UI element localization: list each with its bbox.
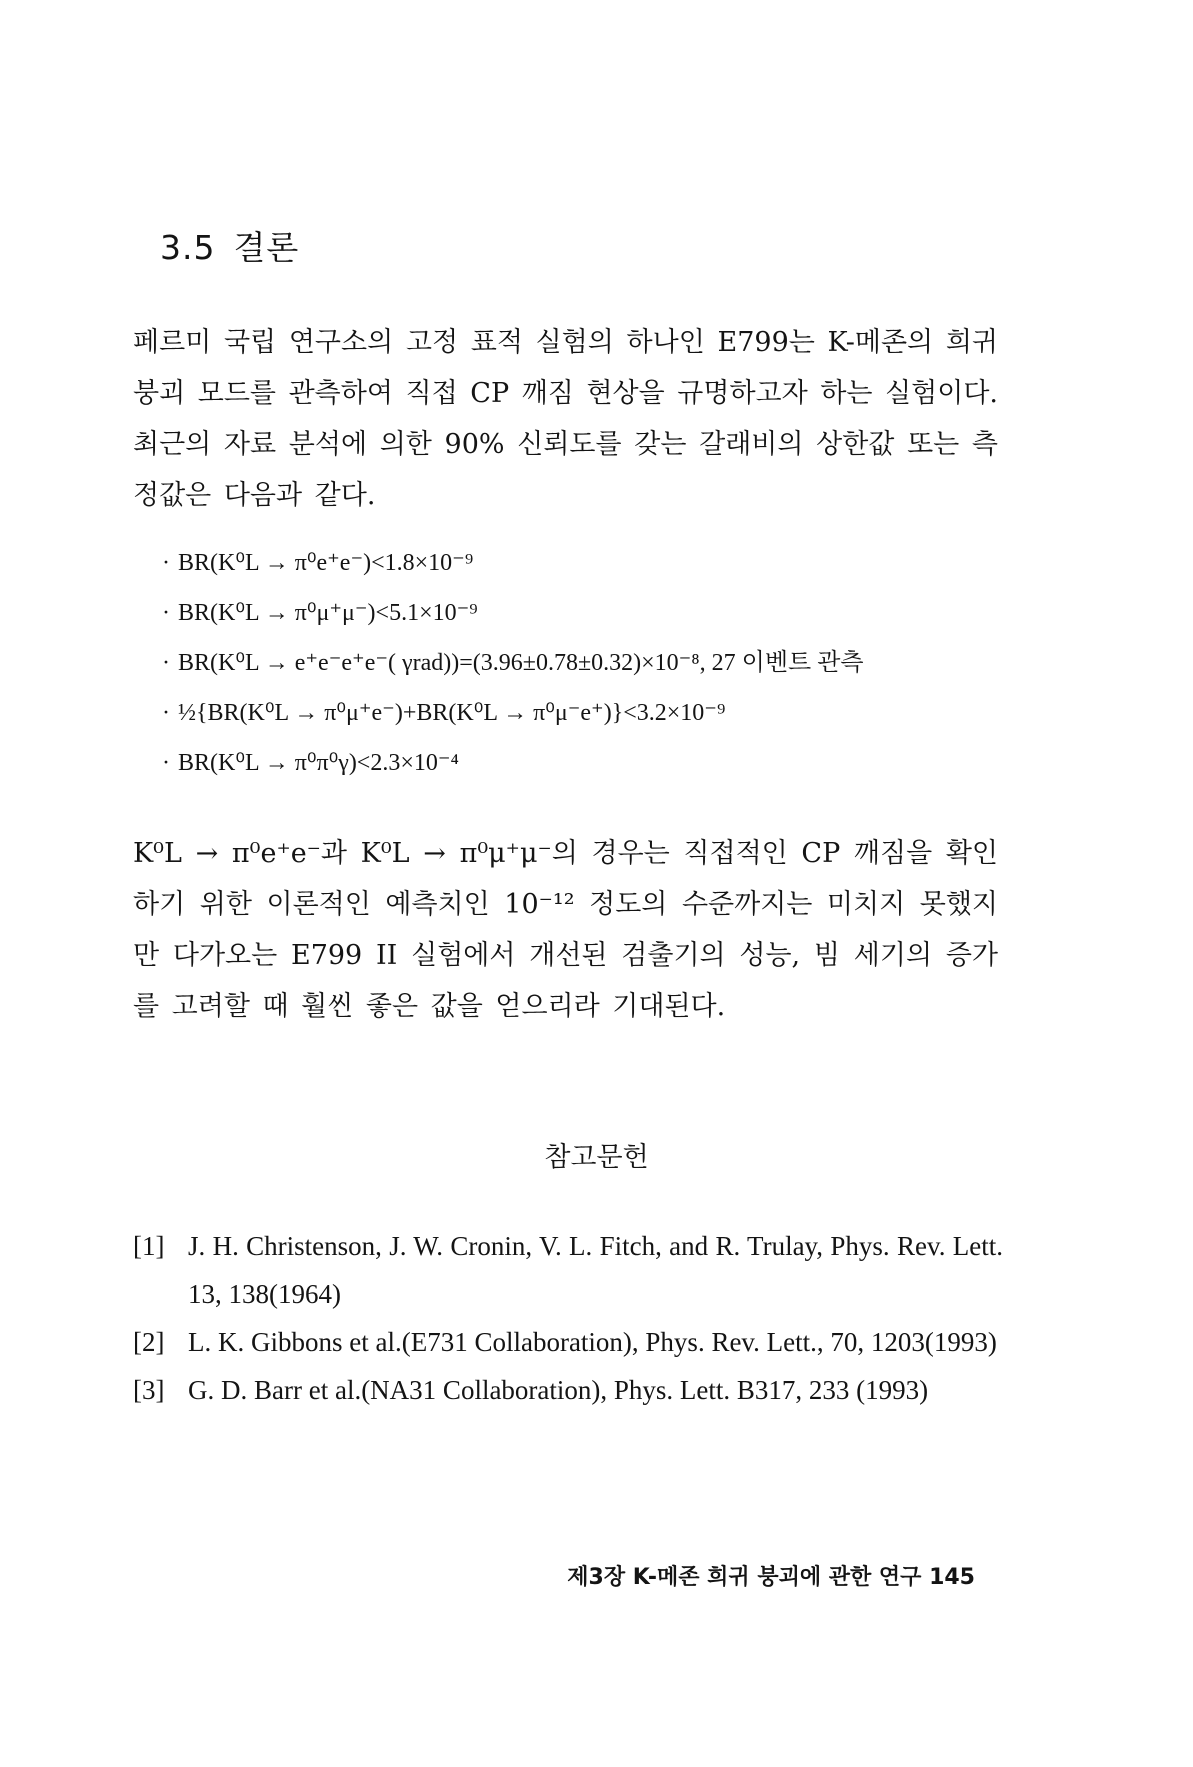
reference-text: G. D. Barr et al.(NA31 Collaboration), Phys. Lett. B317, 233 (1993) bbox=[188, 1375, 929, 1405]
reference-item bbox=[133, 1366, 1003, 1414]
formula-text: BR(K⁰L → e⁺e⁻e⁺e⁻( γrad))=(3.96±0.78±0.32)×10⁻⁸, 27 이벤트 관측 bbox=[178, 650, 864, 676]
conclusion-paragraph: K⁰L → π⁰e⁺e⁻과 K⁰L → π⁰μ⁺μ⁻의 경우는 직접적인 CP 깨짐을 확인하기 위한 이론적인 예측치인 10⁻¹² 정도의 수준까지는 미치지 못했지만 다가오는 E799 II 실험에서 개선된 검출기의 성능, 빔 세기의 증가를 고려할 때 훨씬 좋은 값을 얻으리라 기대된다. bbox=[133, 838, 998, 1022]
reference-item bbox=[133, 1222, 1003, 1318]
page-footer: 제3장 K-메존 희귀 붕괴에 관한 연구 145 bbox=[567, 1565, 975, 1590]
intro-paragraph: 페르미 국립 연구소의 고정 표적 실험의 하나인 E799는 K-메존의 희귀 붕괴 모드를 관측하여 직접 CP 깨짐 현상을 규명하고자 하는 실험이다. 최근의 자료 분석에 의한 90% 신뢰도를 갖는 갈래비의 상한값 또는 측정값은 다음과 같다. bbox=[133, 327, 998, 511]
reference-list bbox=[133, 1222, 1003, 1414]
formula-text: BR(K⁰L → π⁰μ⁺μ⁻)<5.1×10⁻⁹ bbox=[178, 600, 478, 626]
formula-text: BR(K⁰L → π⁰π⁰γ)<2.3×10⁻⁴ bbox=[178, 750, 459, 776]
formula-item: · BR(K⁰L → π⁰π⁰γ)<2.3×10⁻⁴ bbox=[162, 750, 459, 776]
formula-item: · ½{BR(K⁰L → π⁰μ⁺e⁻)+BR(K⁰L → π⁰μ⁻e⁺)}<3.2×10⁻⁹ bbox=[162, 700, 726, 726]
formula-text: ½{BR(K⁰L → π⁰μ⁺e⁻)+BR(K⁰L → π⁰μ⁻e⁺)}<3.2×10⁻⁹ bbox=[178, 700, 726, 726]
formula-text: BR(K⁰L → π⁰e⁺e⁻)<1.8×10⁻⁹ bbox=[178, 550, 474, 576]
section-heading bbox=[160, 222, 299, 269]
references-title: 참고문헌 bbox=[544, 1142, 649, 1173]
reference-text: L. K. Gibbons et al.(E731 Collaboration), Phys. Rev. Lett., 70, 1203(1993) bbox=[188, 1327, 997, 1357]
reference-index: [1] bbox=[133, 1231, 165, 1261]
formula-item: · BR(K⁰L → e⁺e⁻e⁺e⁻( γrad))=(3.96±0.78±0.32)×10⁻⁸, 27 이벤트 관측 bbox=[162, 650, 864, 676]
formula-item: · BR(K⁰L → π⁰μ⁺μ⁻)<5.1×10⁻⁹ bbox=[162, 600, 478, 626]
reference-item bbox=[133, 1318, 1003, 1366]
reference-index: [2] bbox=[133, 1327, 165, 1357]
reference-index: [3] bbox=[133, 1375, 165, 1405]
formula-list bbox=[162, 538, 1022, 788]
section-number: 3.5 bbox=[160, 228, 216, 267]
formula-item: · BR(K⁰L → π⁰e⁺e⁻)<1.8×10⁻⁹ bbox=[162, 550, 474, 576]
section-title: 결론 bbox=[233, 228, 300, 267]
reference-text: J. H. Christenson, J. W. Cronin, V. L. Fitch, and R. Trulay, Phys. Rev. Lett. 13, 138(1964) bbox=[188, 1231, 1003, 1309]
